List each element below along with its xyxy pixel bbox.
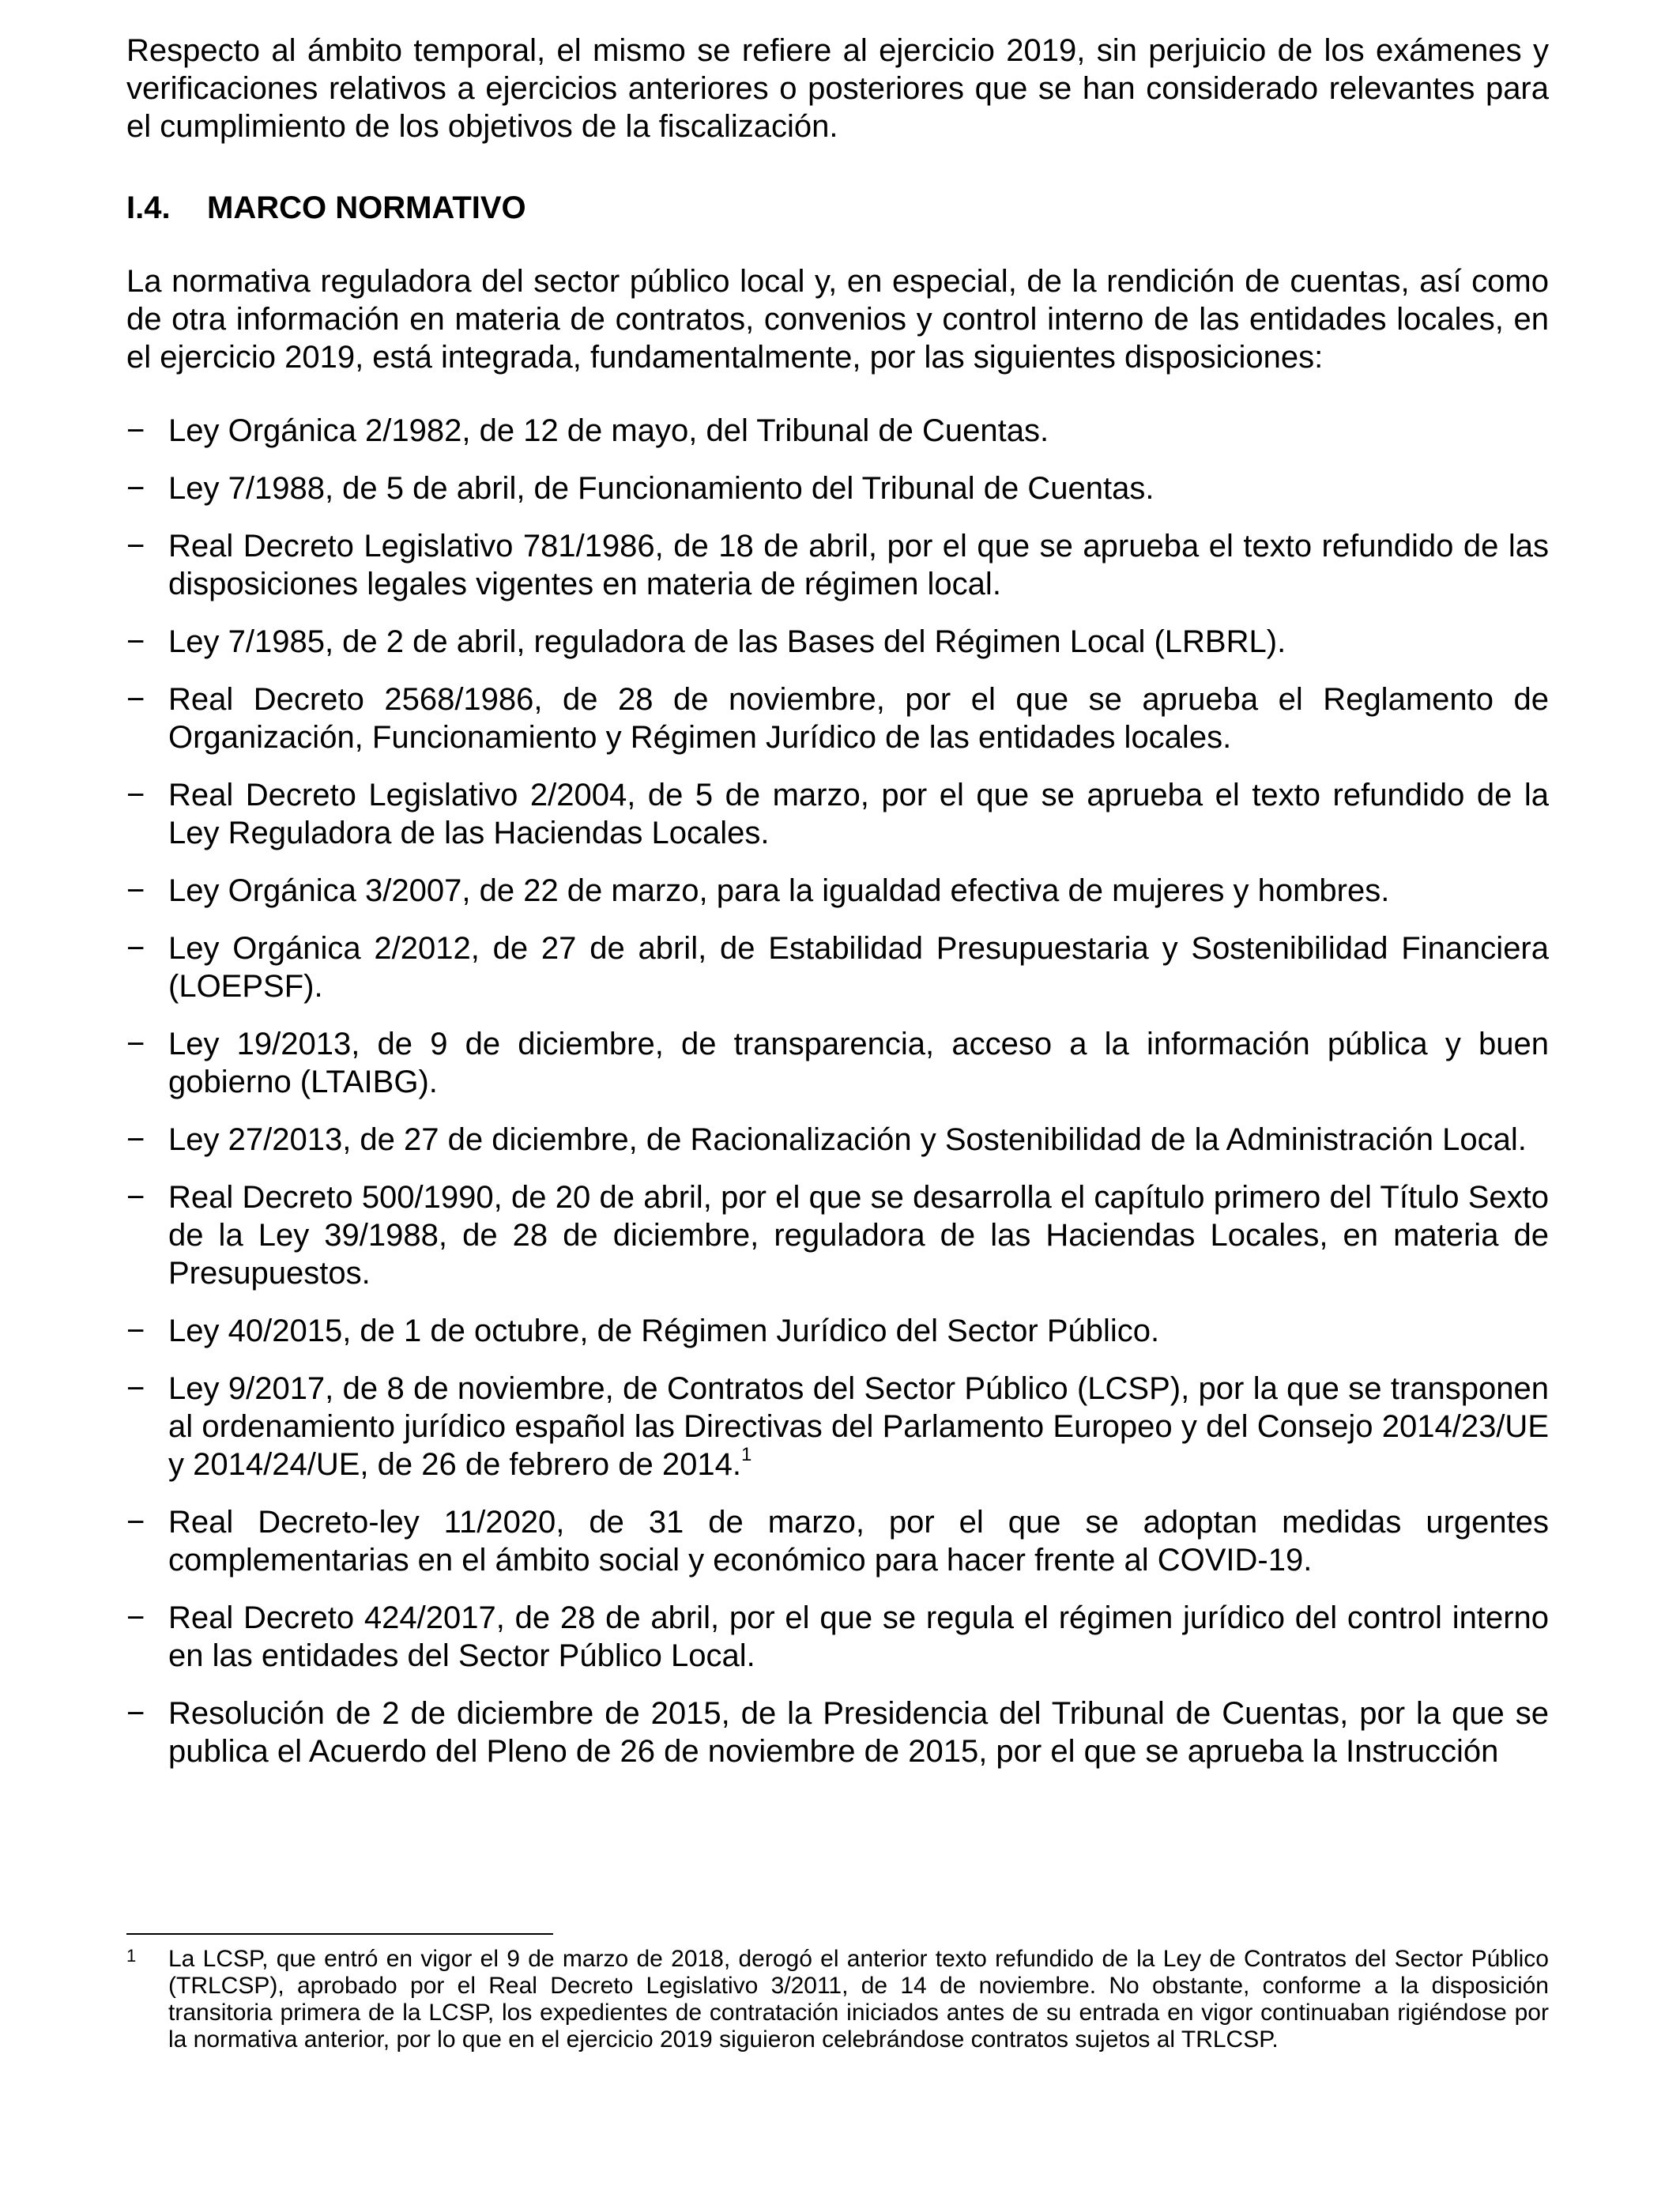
list-item-text	[168, 1025, 1549, 1101]
list-item	[126, 929, 1549, 1005]
footnote-reference[interactable]: 1	[740, 1444, 752, 1465]
list-item-label: Ley Orgánica 2/2012, de 27 de abril, de Estabilidad Presupuestaria y Sostenibilidad Financiera (LOEPSF).	[168, 931, 1549, 1004]
section-number: I.4.	[126, 190, 171, 225]
list-item	[126, 1025, 1549, 1101]
footnote	[126, 1946, 1549, 2053]
list-item	[126, 776, 1549, 852]
list-item	[126, 1503, 1549, 1579]
list-item-label: Real Decreto-ley 11/2020, de 31 de marzo, por el que se adoptan medidas urgentes complementarias en el ámbito social y económico para hacer frente al COVID-19.	[168, 1505, 1549, 1578]
list-item-text	[168, 872, 1549, 910]
list-bullet: −	[126, 1027, 145, 1061]
list-item-label: Ley 9/2017, de 8 de noviembre, de Contratos del Sector Público (LCSP), por la que se transponen al ordenamiento jurídico español las Directivas del Parlamento Europeo y del Consejo 2014/23/UE y 2014/24/UE, de 26 de febrero de 2014.	[168, 1371, 1549, 1482]
list-item	[126, 872, 1549, 910]
list-bullet: −	[126, 873, 145, 908]
list-item-text	[168, 527, 1549, 603]
list-bullet: −	[126, 624, 145, 659]
list-item	[126, 412, 1549, 450]
list-item-label: Resolución de 2 de diciembre de 2015, de la Presidencia del Tribunal de Cuentas, por la que se publica el Acuerdo del Pleno de 26 de noviembre de 2015, por el que se aprueba la Instrucción	[168, 1696, 1549, 1769]
list-bullet: −	[126, 1600, 145, 1635]
intro-paragraph: Respecto al ámbito temporal, el mismo se refiere al ejercicio 2019, sin perjuicio de los exámenes y verificaciones relativos a ejercicios anteriores o posteriores que se han considerado relevantes para el cumplimiento de los objetivos de la fiscalización.	[126, 33, 1549, 144]
list-item-label: Real Decreto 424/2017, de 28 de abril, por el que se regula el régimen jurídico del control interno en las entidades del Sector Público Local.	[168, 1600, 1549, 1673]
document-page	[126, 32, 1549, 1790]
list-item-text	[168, 1370, 1549, 1483]
list-bullet: −	[126, 1314, 145, 1348]
list-item-label: Real Decreto Legislativo 2/2004, de 5 de marzo, por el que se aprueba el texto refundido de la Ley Reguladora de las Haciendas Locales.	[168, 778, 1549, 850]
section-heading	[126, 189, 1549, 227]
list-item-text	[168, 680, 1549, 756]
list-item	[126, 1178, 1549, 1292]
list-item	[126, 1312, 1549, 1350]
list-item-label: Real Decreto 2568/1986, de 28 de noviembre, por el que se aprueba el Reglamento de Organización, Funcionamiento y Régimen Jurídico de las entidades locales.	[168, 682, 1549, 755]
list-item-label: Real Decreto Legislativo 781/1986, de 18 de abril, por el que se aprueba el texto refundido de las disposiciones legales vigentes en materia de régimen local.	[168, 529, 1549, 601]
list-item-text	[168, 1178, 1549, 1292]
list-bullet: −	[126, 1122, 145, 1157]
list-item-text	[168, 1599, 1549, 1675]
list-bullet: −	[126, 1371, 145, 1406]
list-item-text	[168, 1503, 1549, 1579]
list-bullet: −	[126, 1505, 145, 1540]
list-item	[126, 469, 1549, 507]
list-item	[126, 680, 1549, 756]
list-item	[126, 1695, 1549, 1770]
list-item-text	[168, 1121, 1549, 1159]
list-item-label: Ley 27/2013, de 27 de diciembre, de Racionalización y Sostenibilidad de la Administración Local.	[168, 1122, 1527, 1157]
footnote-mark: 1	[126, 1946, 137, 1966]
list-bullet: −	[126, 413, 145, 448]
footnote-separator	[126, 1933, 553, 1935]
list-item-text	[168, 1312, 1549, 1350]
list-bullet: −	[126, 471, 145, 506]
footnote-text: La LCSP, que entró en vigor el 9 de marzo de 2018, derogó el anterior texto refundido de la Ley de Contratos del Sector Público (TRLCSP), aprobado por el Real Decreto Legislativo 3/2011, de 14 de noviembre. No obstante, conforme a la disposición transitoria primera de la LCSP, los expedientes de contratación iniciados antes de su entrada en vigor continuaban rigiéndose por la normativa anterior, por lo que en el ejercicio 2019 siguieron celebrándose contratos sujetos al TRLCSP.	[168, 1946, 1549, 2053]
list-item-text	[168, 776, 1549, 852]
list-bullet: −	[126, 529, 145, 564]
list-item-text	[168, 623, 1549, 661]
list-item	[126, 1370, 1549, 1483]
list-item-text	[168, 469, 1549, 507]
list-bullet: −	[126, 1180, 145, 1215]
list-item-label: Ley 19/2013, de 9 de diciembre, de transparencia, acceso a la información pública y buen gobierno (LTAIBG).	[168, 1027, 1549, 1099]
list-bullet: −	[126, 931, 145, 966]
list-item-text	[168, 412, 1549, 450]
list-item-label: Real Decreto 500/1990, de 20 de abril, por el que se desarrolla el capítulo primero del Título Sexto de la Ley 39/1988, de 28 de diciembre, reguladora de las Haciendas Locales, en materia de Presupuestos.	[168, 1180, 1549, 1291]
list-item	[126, 1121, 1549, 1159]
body-paragraph: La normativa reguladora del sector público local y, en especial, de la rendición de cuentas, así como de otra información en materia de contratos, convenios y control interno de las entidades locales, en el ejercicio 2019, está integrada, fundamentalmente, por las siguientes disposiciones:	[126, 264, 1549, 375]
list-item-label: Ley 40/2015, de 1 de octubre, de Régimen Jurídico del Sector Público.	[168, 1314, 1160, 1348]
list-item	[126, 623, 1549, 661]
list-bullet: −	[126, 1696, 145, 1731]
list-item	[126, 1599, 1549, 1675]
regulation-list	[126, 412, 1549, 1770]
list-item	[126, 527, 1549, 603]
list-bullet: −	[126, 778, 145, 812]
section-title: MARCO NORMATIVO	[207, 190, 526, 225]
list-item-text	[168, 1695, 1549, 1770]
list-item-label: Ley 7/1988, de 5 de abril, de Funcionamiento del Tribunal de Cuentas.	[168, 471, 1155, 506]
list-item-label: Ley 7/1985, de 2 de abril, reguladora de las Bases del Régimen Local (LRBRL).	[168, 624, 1286, 659]
list-item-label: Ley Orgánica 3/2007, de 22 de marzo, para la igualdad efectiva de mujeres y hombres.	[168, 873, 1390, 908]
list-item-text	[168, 929, 1549, 1005]
list-item-label: Ley Orgánica 2/1982, de 12 de mayo, del Tribunal de Cuentas.	[168, 413, 1049, 448]
list-bullet: −	[126, 682, 145, 717]
